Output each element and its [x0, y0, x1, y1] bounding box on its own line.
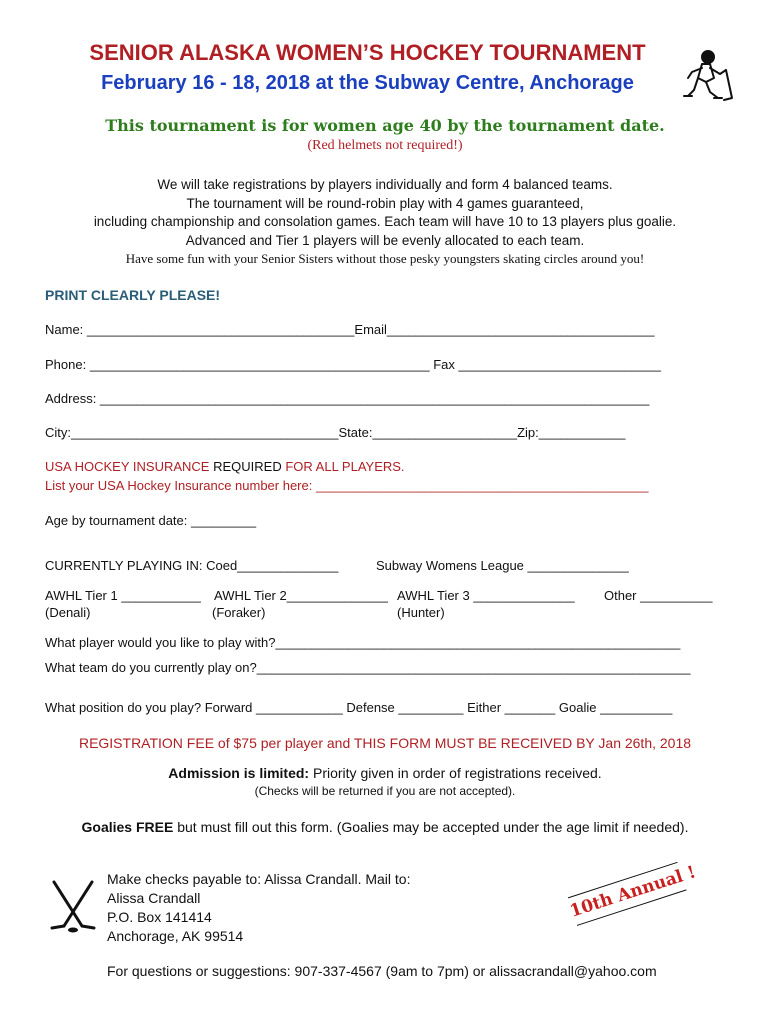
insurance-heading [45, 459, 405, 474]
city-state-zip-field[interactable]: City:_____________________________________State:____________________Zip:____________ [45, 425, 626, 440]
intro-line: including championship and consolation games. Each team will have 10 to 13 players plus goalie. [93, 214, 677, 229]
name-email-field[interactable]: Name: _____________________________________Email_____________________________________ [45, 322, 655, 337]
goalies-bold: Goalies FREE [81, 819, 174, 835]
crossed-sticks-icon [44, 878, 102, 936]
goalies-text: but must fill out this form. (Goalies may be accepted under the age limit if needed). [173, 819, 689, 835]
checks-returned-note: (Checks will be returned if you are not accepted). [254, 784, 516, 798]
tournament-dates: February 16 - 18, 2018 at the Subway Centre, Anchorage [101, 72, 634, 94]
address-field[interactable]: Address: ____________________________________________________________________________ [45, 391, 650, 406]
eligibility-note: This tournament is for women age 40 by the tournament date. [105, 116, 665, 135]
awhl-tier3-sub: (Hunter) [397, 605, 445, 620]
tournament-title: SENIOR ALASKA WOMEN’S HOCKEY TOURNAMENT [89, 40, 646, 65]
phone-fax-field[interactable]: Phone: _______________________________________________ Fax ____________________________ [45, 357, 661, 372]
contact-info: For questions or suggestions: 907-337-4567 (9am to 7pm) or alissacrandall@yahoo.com [107, 963, 657, 979]
insurance-required: REQUIRED [213, 459, 282, 474]
intro-line: We will take registrations by players individually and form 4 balanced teams. [157, 177, 613, 192]
admission-text: Priority given in order of registrations received. [309, 765, 602, 781]
currently-playing-coed-field[interactable]: CURRENTLY PLAYING IN: Coed______________ [45, 558, 339, 573]
tenth-annual-stamp [566, 858, 700, 927]
registration-fee: REGISTRATION FEE of $75 per player and THIS FORM MUST BE RECEIVED BY Jan 26th, 2018 [78, 735, 692, 751]
position-field[interactable]: What position do you play? Forward ____________ Defense _________ Either _______ Goalie __________ [45, 700, 673, 715]
current-team-field[interactable]: What team do you currently play on?____________________________________________________________ [45, 660, 691, 675]
intro-line: The tournament will be round-robin play with 4 games guaranteed, [186, 196, 584, 211]
mail-line: P.O. Box 141414 [107, 909, 212, 925]
mail-line: Make checks payable to: Alissa Crandall. Mail to: [107, 871, 411, 887]
admission-note [0, 765, 770, 781]
goalies-note [0, 819, 770, 835]
print-clearly-heading: PRINT CLEARLY PLEASE! [45, 287, 221, 303]
awhl-tier1-field[interactable]: AWHL Tier 1 ___________ [45, 588, 201, 603]
other-field[interactable]: Other __________ [604, 588, 713, 603]
awhl-tier3-field[interactable]: AWHL Tier 3 ______________ [397, 588, 575, 603]
stamp-text: 10th Annual ! [567, 862, 699, 922]
awhl-tier2-sub: (Foraker) [212, 605, 266, 620]
hockey-player-icon [680, 48, 736, 106]
insurance-number-field[interactable] [45, 478, 649, 493]
awhl-tier2-field[interactable]: AWHL Tier 2______________ [214, 588, 388, 603]
play-with-field[interactable]: What player would you like to play with?________________________________________________________ [45, 635, 681, 650]
age-field[interactable]: Age by tournament date: _________ [45, 513, 257, 528]
helmet-note: (Red helmets not required!) [307, 138, 463, 153]
intro-line: Advanced and Tier 1 players will be evenly allocated to each team. [185, 233, 585, 248]
admission-bold: Admission is limited: [168, 765, 310, 781]
subway-league-field[interactable]: Subway Womens League ______________ [376, 558, 629, 573]
awhl-tier1-sub: (Denali) [45, 605, 91, 620]
mail-line: Alissa Crandall [107, 890, 201, 906]
mailing-block [107, 870, 410, 946]
fun-note: Have some fun with your Senior Sisters without those pesky youngsters skating circles around you! [125, 251, 645, 266]
insurance-text: USA HOCKEY INSURANCE [45, 459, 214, 474]
insurance-number-label: List your USA Hockey Insurance number here: ______________________________________________ [45, 478, 649, 493]
mail-line: Anchorage, AK 99514 [107, 928, 244, 944]
insurance-text: FOR ALL PLAYERS. [281, 459, 405, 474]
